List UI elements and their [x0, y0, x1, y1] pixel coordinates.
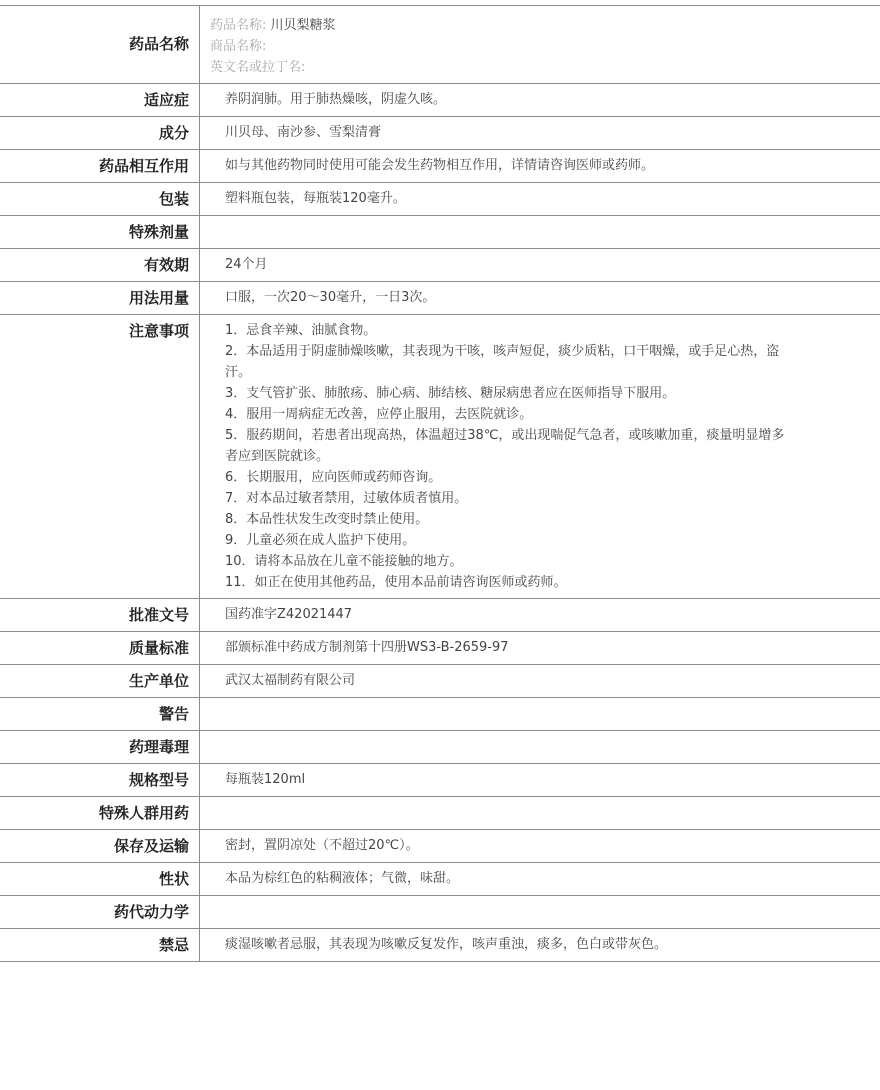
interactions-value: 如与其他药物同时使用可能会发生药物相互作用，详情请咨询医师或药师。: [225, 158, 655, 173]
pharmacokinetics-value: [200, 896, 880, 928]
manufacturer-value: 武汉太福制药有限公司: [225, 673, 356, 688]
toxicology-value: [200, 731, 880, 763]
ingredients-label: 成分: [0, 117, 200, 149]
row-specification: [0, 764, 880, 797]
row-interactions: [0, 150, 880, 183]
generic-name-value: 川贝梨糖浆: [270, 18, 336, 33]
row-special-population: [0, 797, 880, 830]
special-dosage-label: 特殊剂量: [0, 216, 200, 248]
precaution-item: 5．服药期间，若患者出现高热，体温超过38℃，或出现喘促气急者，或咳嗽加重，痰量明显增多者应到医院就诊。: [225, 428, 785, 464]
row-ingredients: [0, 117, 880, 150]
precaution-item: 3．支气管扩张、肺脓疡、肺心病、肺结核、糖尿病患者应在医师指导下服用。: [225, 386, 676, 401]
row-approval-number: [0, 599, 880, 632]
row-shelf-life: [0, 249, 880, 282]
packaging-label: 包装: [0, 183, 200, 215]
generic-name-key: 药品名称:: [210, 18, 267, 33]
row-precautions: [0, 315, 880, 599]
row-contraindications: [0, 929, 880, 962]
toxicology-label: 药理毒理: [0, 731, 200, 763]
shelf-life-value: 24个月: [225, 257, 268, 272]
precaution-item: 8．本品性状发生改变时禁止使用。: [225, 512, 429, 527]
interactions-label: 药品相互作用: [0, 150, 200, 182]
storage-value: 密封，置阴凉处（不超过20℃）。: [225, 838, 419, 853]
indications-label: 适应症: [0, 84, 200, 116]
special-population-value: [200, 797, 880, 829]
row-packaging: [0, 183, 880, 216]
appearance-value: 本品为棕红色的粘稠液体；气微，味甜。: [225, 871, 460, 886]
precaution-item: 11．如正在使用其他药品，使用本品前请咨询医师或药师。: [225, 575, 567, 590]
usage-dosage-value: 口服，一次20～30毫升，一日3次。: [225, 290, 436, 305]
row-toxicology: [0, 731, 880, 764]
row-appearance: [0, 863, 880, 896]
usage-dosage-label: 用法用量: [0, 282, 200, 314]
latin-name-key: 英文名或拉丁名:: [210, 60, 306, 75]
packaging-value: 塑料瓶包装，每瓶装120毫升。: [225, 191, 406, 206]
precautions-list: [225, 320, 785, 593]
precaution-item: 2．本品适用于阴虚肺燥咳嗽，其表现为干咳，咳声短促，痰少质粘，口干咽燥，或手足心热，盗汗。: [225, 344, 780, 380]
approval-number-label: 批准文号: [0, 599, 200, 631]
row-pharmacokinetics: [0, 896, 880, 929]
indications-value: 养阴润肺。用于肺热燥咳，阴虚久咳。: [225, 92, 447, 107]
warning-value: [200, 698, 880, 730]
generic-name-line: [210, 15, 860, 36]
drug-name-label: 药品名称: [0, 6, 200, 83]
drug-name-values: [200, 6, 880, 83]
precaution-item: 1．忌食辛辣、油腻食物。: [225, 323, 377, 338]
contraindications-label: 禁忌: [0, 929, 200, 961]
row-warning: [0, 698, 880, 731]
quality-standard-value: 部颁标准中药成方制剂第十四册WS3-B-2659-97: [225, 640, 509, 655]
storage-label: 保存及运输: [0, 830, 200, 862]
precaution-item: 7．对本品过敏者禁用，过敏体质者慎用。: [225, 491, 468, 506]
trade-name-key: 商品名称:: [210, 39, 267, 54]
precaution-item: 10．请将本品放在儿童不能接触的地方。: [225, 554, 463, 569]
quality-standard-label: 质量标准: [0, 632, 200, 664]
ingredients-value: 川贝母、南沙参、雪梨清膏: [225, 125, 382, 140]
shelf-life-label: 有效期: [0, 249, 200, 281]
precaution-item: 4．服用一周病症无改善，应停止服用，去医院就诊。: [225, 407, 533, 422]
manufacturer-label: 生产单位: [0, 665, 200, 697]
precautions-label: 注意事项: [0, 315, 200, 598]
row-indications: [0, 84, 880, 117]
row-manufacturer: [0, 665, 880, 698]
trade-name-line: [210, 36, 860, 57]
row-special-dosage: [0, 216, 880, 249]
warning-label: 警告: [0, 698, 200, 730]
appearance-label: 性状: [0, 863, 200, 895]
row-storage: [0, 830, 880, 863]
row-quality-standard: [0, 632, 880, 665]
drug-info-table: [0, 5, 880, 962]
latin-name-line: [210, 57, 860, 78]
special-dosage-value: [200, 216, 880, 248]
pharmacokinetics-label: 药代动力学: [0, 896, 200, 928]
row-usage-dosage: [0, 282, 880, 315]
specification-label: 规格型号: [0, 764, 200, 796]
contraindications-value: 痰湿咳嗽者忌服，其表现为咳嗽反复发作，咳声重浊，痰多，色白或带灰色。: [225, 937, 668, 952]
approval-number-value: 国药准字Z42021447: [225, 607, 353, 622]
row-drug-name: [0, 5, 880, 84]
specification-value: 每瓶装120ml: [225, 772, 306, 787]
precautions-value: [200, 315, 880, 598]
precaution-item: 6．长期服用，应向医师或药师咨询。: [225, 470, 442, 485]
special-population-label: 特殊人群用药: [0, 797, 200, 829]
precaution-item: 9．儿童必须在成人监护下使用。: [225, 533, 416, 548]
